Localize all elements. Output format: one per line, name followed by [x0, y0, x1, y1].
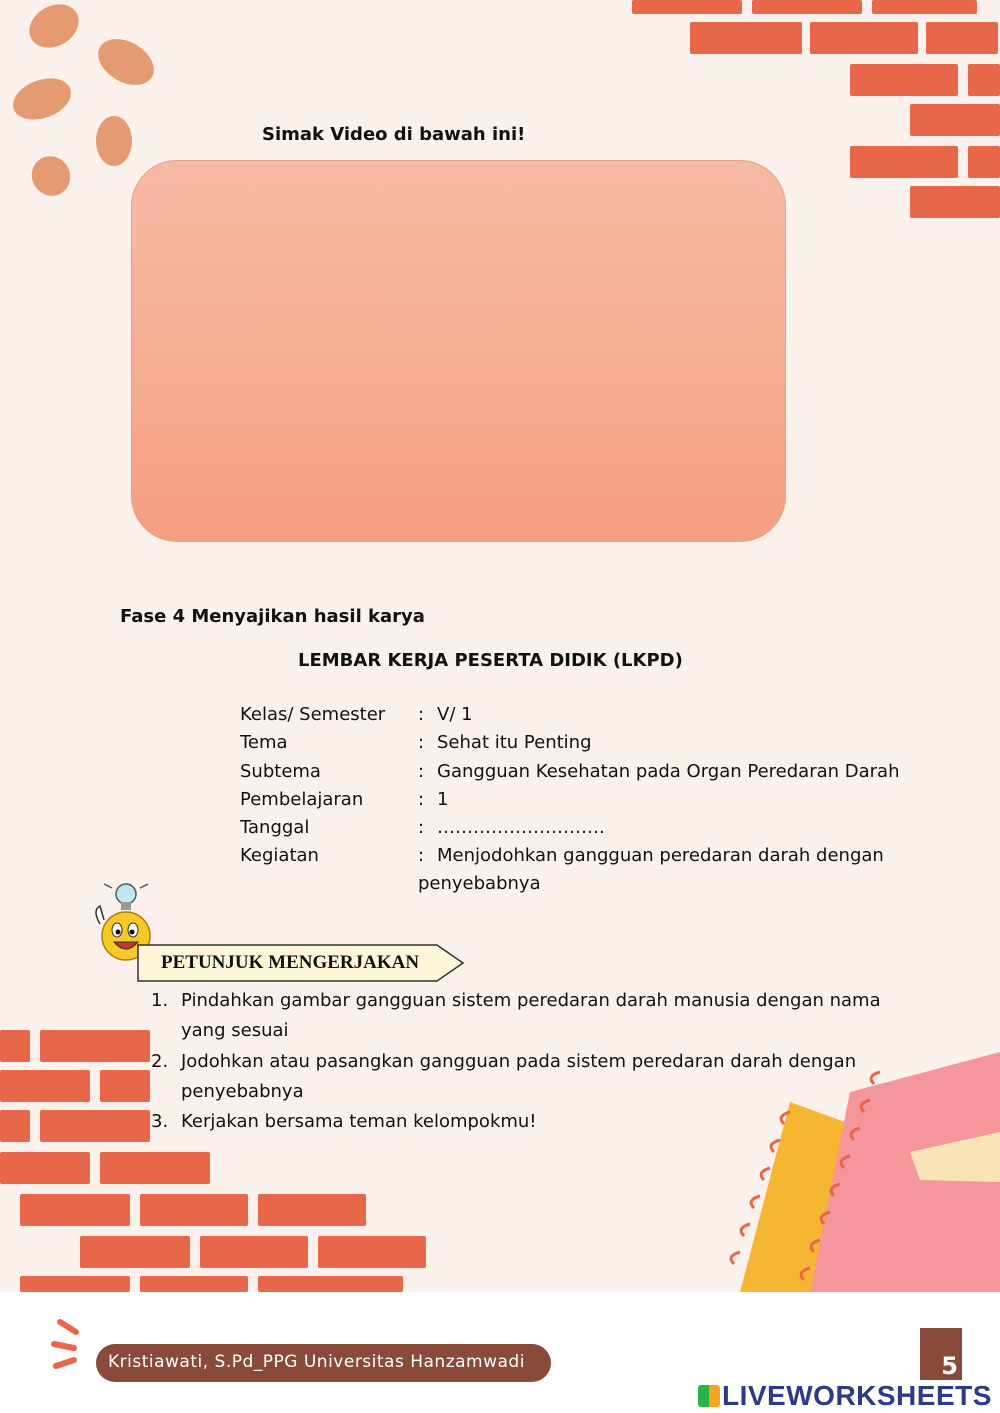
step-number: 2.	[151, 1051, 169, 1072]
page-number: 5	[941, 1352, 958, 1380]
info-value: Menjodohkan gangguan peredaran darah dengan	[437, 845, 884, 866]
info-colon: :	[418, 817, 425, 838]
info-colon: :	[418, 789, 425, 810]
video-placeholder[interactable]	[131, 160, 786, 542]
liveworksheets-logo[interactable]	[698, 1380, 992, 1412]
step-number: 3.	[151, 1111, 169, 1132]
liveworksheets-logo-icon	[698, 1385, 720, 1407]
step-text	[181, 1107, 537, 1137]
page-number-box	[920, 1328, 962, 1380]
info-label: Subtema	[240, 761, 321, 782]
sparkle-icon	[46, 1318, 86, 1382]
lkpd-title: LEMBAR KERJA PESERTA DIDIK (LKPD)	[298, 650, 683, 671]
author-name: Kristiawati, S.Pd_PPG Universitas Hanzamwadi	[108, 1352, 525, 1372]
info-label: Pembelajaran	[240, 789, 364, 810]
info-value: V/ 1	[437, 704, 473, 725]
info-colon: :	[418, 761, 425, 782]
info-value: Gangguan Kesehatan pada Organ Peredaran Darah	[437, 761, 900, 782]
decor-dot	[96, 116, 132, 166]
info-value: 1	[437, 789, 449, 810]
instructions-title: PETUNJUK MENGERJAKAN	[161, 952, 420, 973]
info-label: Kelas/ Semester	[240, 704, 386, 725]
info-value: ……………………….	[437, 817, 605, 838]
info-colon: :	[418, 845, 425, 866]
step-line: penyebabnya	[181, 1081, 304, 1102]
step-line: yang sesuai	[181, 1020, 289, 1041]
info-label: Tanggal	[240, 817, 310, 838]
step-line: Jodohkan atau pasangkan gangguan pada sistem peredaran darah dengan	[181, 1051, 857, 1072]
phase-title: Fase 4 Menyajikan hasil karya	[120, 606, 425, 627]
info-colon: :	[418, 732, 425, 753]
step-line: Kerjakan bersama teman kelompokmu!	[181, 1111, 537, 1132]
decor-dot	[25, 149, 78, 203]
step-number: 1.	[151, 990, 169, 1011]
step-text	[181, 1047, 856, 1107]
video-instruction: Simak Video di bawah ini!	[262, 124, 526, 145]
decor-dot	[90, 30, 162, 95]
author-banner	[96, 1344, 551, 1382]
instructions-header	[137, 944, 437, 982]
step-line: Pindahkan gambar gangguan sistem peredaran darah manusia dengan nama	[181, 990, 881, 1011]
step-text	[181, 986, 881, 1046]
info-value: Sehat itu Penting	[437, 732, 592, 753]
decor-dot	[21, 0, 86, 56]
info-value-continued: penyebabnya	[418, 873, 541, 894]
decor-dot	[7, 71, 76, 127]
liveworksheets-text: LIVEWORKSHEETS	[722, 1380, 992, 1411]
info-colon: :	[418, 704, 425, 725]
info-label: Tema	[240, 732, 288, 753]
info-label: Kegiatan	[240, 845, 319, 866]
